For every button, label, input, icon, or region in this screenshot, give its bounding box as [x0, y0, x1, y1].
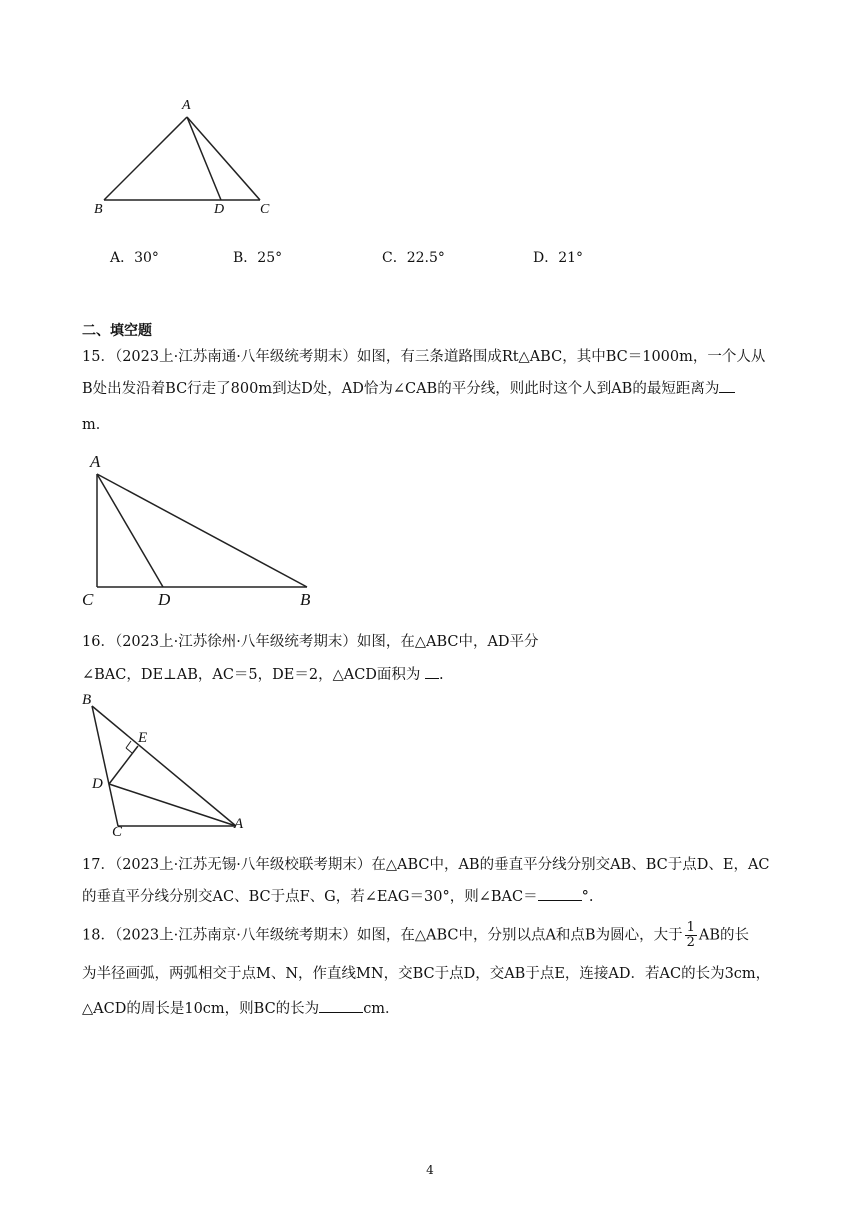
fraction-one-half: $\frac{1}{2}$	[686, 920, 695, 950]
label-a: A	[234, 816, 244, 832]
label-a: A	[182, 98, 191, 113]
figure-q15	[80, 452, 340, 612]
q15-line-3: m．	[82, 417, 111, 433]
option-a: A．30°	[110, 250, 159, 266]
triangle-abc-q16	[80, 692, 260, 844]
option-c: C．22.5°	[382, 250, 445, 266]
q18-line-1	[82, 921, 782, 950]
q16-line-2-text: ∠BAC，DE⊥AB，AC＝5，DE＝2，△ACD面积为	[82, 667, 421, 683]
label-c: C	[82, 590, 94, 609]
answer-blank-16	[425, 664, 439, 679]
q18-line-3-text: △ACD的周长是10cm，则BC的长为	[82, 1001, 320, 1017]
q15-line-1: 15．（2023上·江苏南通·八年级统考期末）如图，有三条道路围成Rt△ABC，其中BC＝1000m，一个人从	[82, 349, 766, 365]
label-d: D	[92, 776, 103, 792]
q17-line-2-end: °.	[581, 889, 594, 905]
option-d: D．21°	[533, 250, 584, 266]
section-title: 二、填空题	[82, 323, 152, 339]
q17-line-2-text: 的垂直平分线分别交AC、BC于点F、G，若∠EAG＝30°，则∠BAC＝	[82, 889, 538, 905]
answer-blank-17	[538, 886, 582, 901]
q18-line-2: 为半径画弧，两弧相交于点M、N，作直线MN，交BC于点D，交AB于点E，连接AD．若AC的长为3cm，	[82, 966, 771, 982]
label-c: C	[260, 202, 270, 217]
label-e: E	[138, 730, 148, 746]
triangle-abc-q15	[80, 452, 340, 612]
q16-line-1: 16．（2023上·江苏徐州·八年级统考期末）如图，在△ABC中，AD平分	[82, 634, 539, 650]
label-a: A	[90, 452, 101, 471]
label-b: B	[300, 590, 311, 609]
figure-q14	[80, 95, 300, 225]
label-d: D	[214, 202, 225, 217]
answer-blank-15	[719, 378, 735, 393]
q18-line-3-end: cm．	[363, 1001, 400, 1017]
label-c: C	[112, 824, 123, 840]
label-b: B	[82, 692, 92, 708]
q17-line-1: 17．（2023上·江苏无锡·八年级校联考期末）在△ABC中，AB的垂直平分线分别交AB、BC于点D、E，AC	[82, 857, 770, 873]
page-number: 4	[426, 1163, 434, 1177]
option-b: B．25°	[233, 250, 283, 266]
q18-line-1-tail: AB的长	[698, 927, 750, 944]
q17-line-2	[82, 886, 782, 908]
label-b: B	[94, 202, 103, 217]
q18-line-3	[82, 998, 782, 1020]
q15-line-2-text: B处出发沿着BC行走了800m到达D处，AD恰为∠CAB的平分线，则此时这个人到AB的最短距离为	[82, 381, 720, 397]
figure-q16	[80, 692, 260, 844]
q15-line-2	[82, 378, 782, 400]
q16-line-2	[82, 664, 782, 686]
label-d: D	[158, 590, 171, 609]
q16-line-2-end: .	[439, 667, 444, 683]
q18-line-1-text: 18．（2023上·江苏南京·八年级统考期末）如图，在△ABC中，分别以点A和点B为圆心，大于	[82, 927, 683, 944]
answer-blank-18	[319, 998, 363, 1013]
